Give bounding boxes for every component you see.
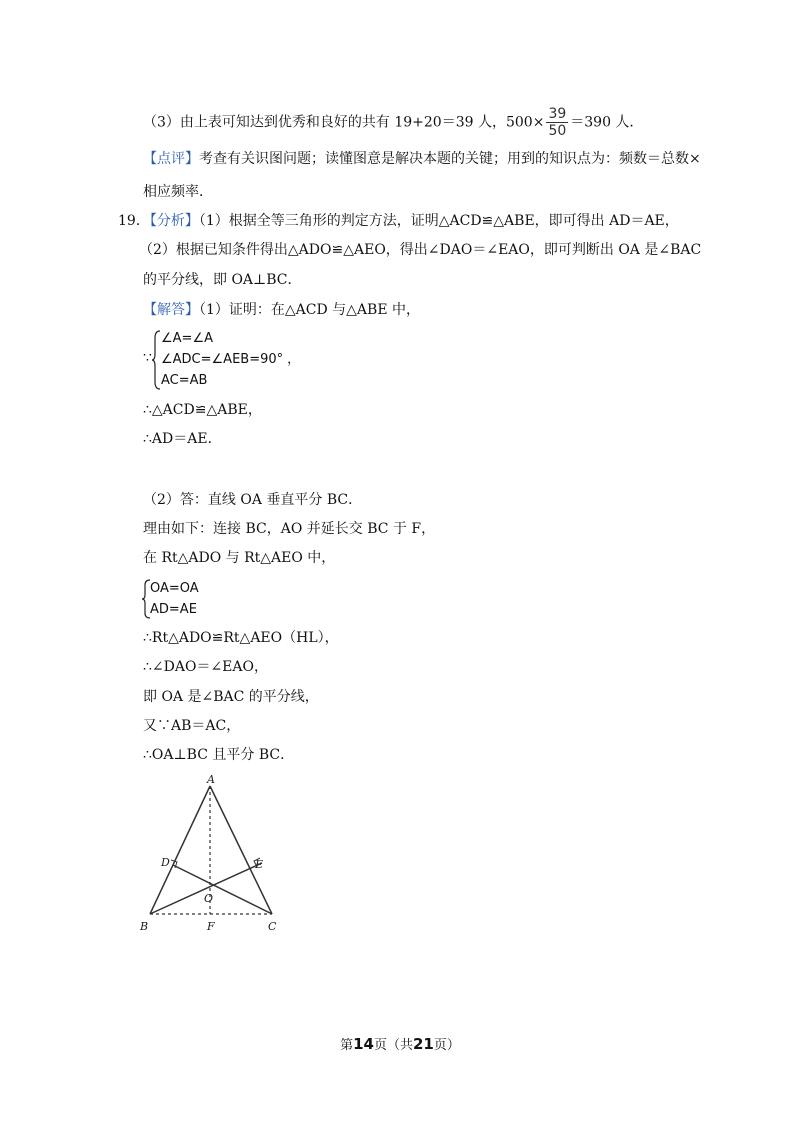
page-number: 14 — [353, 1035, 374, 1053]
side-AB — [150, 786, 210, 914]
analysis-text2: （2）根据已知条件得出△ADO≌△AEO，得出∠DAO＝∠EAO，即可判断出 OA 是∠BAC — [139, 242, 702, 258]
q19-analysis-line1 — [118, 211, 679, 231]
answer-line1 — [143, 300, 420, 320]
label-A: A — [207, 773, 215, 786]
analysis-tag: 【分析】 — [149, 213, 199, 229]
fraction-numerator: 39 — [548, 106, 567, 122]
side-AC — [210, 786, 272, 914]
system-1-row: ∠A=∠A — [161, 331, 213, 346]
system-2 — [150, 578, 199, 620]
conclusion-4: ∴∠DAO＝∠EAO， — [143, 659, 268, 675]
triangle-figure — [135, 770, 285, 940]
system-2-row: OA=OA — [150, 581, 199, 596]
in-rt-line: 在 Rt△ADO 与 Rt△AEO 中， — [143, 550, 336, 566]
system-2-row: AD=AE — [150, 602, 197, 617]
comment-line1 — [143, 149, 701, 169]
conclusion-3: ∴Rt△ADO≌Rt△AEO（HL）， — [143, 630, 339, 646]
system-1-tail: ， — [287, 352, 301, 367]
system-1 — [161, 328, 300, 391]
section3-line — [143, 106, 643, 139]
conclusion-1: ∴△ACD≌△ABE， — [143, 402, 262, 418]
comment-text2: 相应频率． — [143, 184, 213, 200]
comment-tag: 【点评】 — [143, 151, 199, 167]
fraction-denominator: 50 — [548, 123, 567, 139]
segment-CD — [173, 865, 272, 914]
section3-suffix: ＝390 人． — [570, 114, 644, 131]
section3-prefix: （3）由上表可知达到优秀和良好的共有 19+20＝39 人，500× — [143, 114, 545, 131]
answer-text1: （1）证明：在△ACD 与△ABE 中， — [199, 302, 421, 318]
label-O: O — [204, 892, 214, 905]
label-D: D — [161, 856, 170, 869]
analysis-text3: 的平分线，即 OA⊥BC． — [143, 272, 302, 288]
system-1-row: ∠ADC=∠AEB=90° ， — [161, 352, 301, 367]
label-F: F — [207, 920, 215, 933]
part2-answer: （2）答：直线 OA 垂直平分 BC． — [143, 492, 363, 508]
because-symbol: ∵ — [143, 350, 152, 366]
reason-line: 理由如下：连接 BC，AO 并延长交 BC 于 F， — [143, 521, 436, 537]
label-B: B — [140, 920, 149, 933]
analysis-text1: （1）根据全等三角形的判定方法，证明△ACD≌△ABE，即可得出 AD＝AE， — [198, 213, 679, 229]
conclusion-7: ∴OA⊥BC 且平分 BC． — [143, 747, 295, 763]
conclusion-2: ∴AD＝AE． — [143, 431, 222, 447]
total-pages: 21 — [413, 1035, 434, 1053]
question-number: 19． — [118, 213, 150, 229]
fraction — [546, 106, 568, 139]
segment-BE — [150, 863, 262, 914]
answer-tag: 【解答】 — [143, 302, 199, 318]
conclusion-5: 即 OA 是∠BAC 的平分线， — [143, 689, 319, 705]
conclusion-6: 又∵AB＝AC， — [143, 718, 241, 734]
system-1-row: AC=AB — [161, 373, 208, 388]
label-C: C — [268, 920, 277, 933]
label-E: E — [255, 858, 264, 871]
page-footer: 第14页（共21页） — [340, 1035, 460, 1053]
comment-text1: 考查有关识图问题；读懂图意是解决本题的关键；用到的知识点为：频数＝总数× — [199, 151, 701, 167]
